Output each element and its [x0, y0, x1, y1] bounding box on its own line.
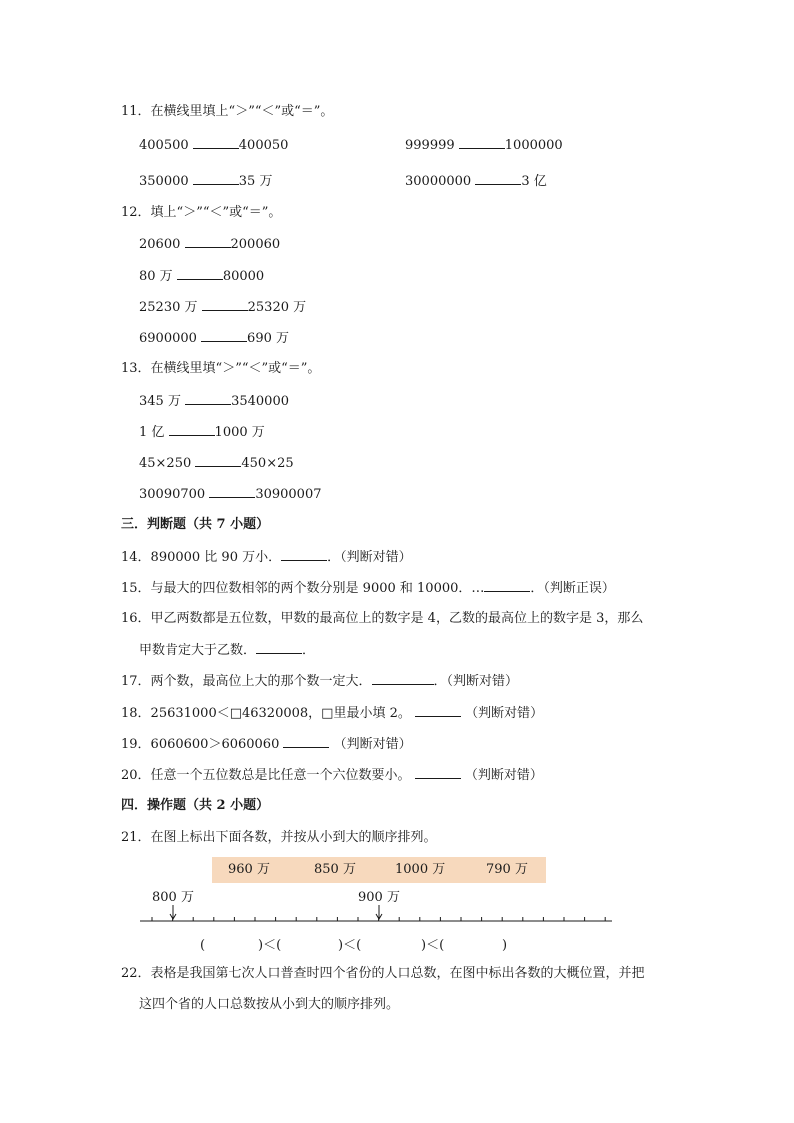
q20-text: 20．任意一个五位数总是比任意一个六位数要小。 [121, 768, 411, 783]
axis-label-900: 900 万 [358, 890, 400, 905]
q20-tail: （判断对错） [464, 768, 543, 783]
number-item: 850 万 [314, 862, 356, 877]
q11-d-right: 3 亿 [521, 174, 547, 189]
q11-a-left: 400500 [139, 138, 189, 153]
q11-b-right: 1000000 [504, 138, 563, 153]
q13-row-left: 30090700 [139, 487, 206, 502]
question-22-line1: 22．表格是我国第七次人口普查时四个省份的人口总数，在图中标出各数的大概位置，并把 [121, 966, 645, 981]
q11-d-left: 30000000 [405, 174, 472, 189]
order-paren: )＜( [421, 938, 445, 953]
question-16-line1: 16．甲乙两数都是五位数，甲数的最高位上的数字是 4，乙数的最高位上的数字是 3，那么 [121, 611, 644, 626]
q13-row-right: 450×25 [241, 456, 294, 471]
order-paren: )＜( [338, 938, 362, 953]
q11-c-right: 35 万 [238, 174, 273, 189]
q13-row-left: 1 亿 [139, 425, 165, 440]
q13-row-left: 45×250 [139, 456, 192, 471]
order-paren: ( [200, 938, 206, 953]
q12-row-right: 80000 [222, 269, 265, 284]
q19-tail: （判断对错） [333, 737, 412, 752]
q18-tail: （判断对错） [465, 706, 544, 721]
number-item: 790 万 [486, 862, 528, 877]
q12-row-right: 690 万 [247, 331, 289, 346]
q11-c-left: 350000 [139, 174, 189, 189]
section-heading-operation: 四．操作题（共 2 小题） [121, 798, 270, 813]
q11-a-right: 400050 [238, 138, 289, 153]
order-paren: )＜( [258, 938, 282, 953]
q15-text: 15．与最大的四位数相邻的两个数分别是 9000 和 10000．… [121, 581, 485, 596]
q16-tail: ． [302, 643, 316, 658]
section-heading-judgement: 三．判断题（共 7 小题） [121, 517, 270, 532]
q16-text: 甲数肯定大于乙数． [139, 643, 257, 658]
axis-label-800: 800 万 [152, 890, 194, 905]
question-11-title: 11．在横线里填上“＞”“＜”或“＝”。 [121, 104, 334, 119]
q12-row-right: 200060 [230, 237, 281, 252]
number-item: 960 万 [228, 862, 270, 877]
q17-tail: ．（判断对错） [433, 674, 519, 689]
number-item: 1000 万 [395, 862, 446, 877]
q17-text: 17．两个数，最高位上大的那个数一定大． [121, 674, 372, 689]
q11-b-left: 999999 [405, 138, 455, 153]
q14-text: 14．890000 比 90 万小． [121, 550, 282, 565]
q12-row-left: 6900000 [139, 331, 197, 346]
q13-row-right: 3540000 [231, 394, 289, 409]
q19-text: 19．6060600＞6060060 [121, 737, 280, 752]
q12-row-left: 20600 [139, 237, 181, 252]
q12-row-right: 25320 万 [247, 300, 307, 315]
question-13-title: 13．在横线里填“＞”“＜”或“＝”。 [121, 361, 321, 376]
q13-row-right: 1000 万 [214, 425, 265, 440]
q12-row-left: 80 万 [139, 269, 173, 284]
question-22-line2: 这四个省的人口总数按从小到大的顺序排列。 [139, 997, 400, 1012]
q18-text: 18．25631000＜□46320008，□里最小填 2。 [121, 706, 411, 721]
q13-row-right: 30900007 [255, 487, 322, 502]
q14-tail: ．（判断对错） [327, 550, 412, 565]
question-12-title: 12．填上“＞”“＜”或“＝”。 [121, 205, 282, 220]
q12-row-left: 25230 万 [139, 300, 198, 315]
q15-tail: ．（判断正误） [530, 581, 615, 596]
order-paren: ) [502, 938, 508, 953]
q13-row-left: 345 万 [139, 394, 181, 409]
question-21-title: 21．在图上标出下面各数，并按从小到大的顺序排列。 [121, 830, 437, 845]
